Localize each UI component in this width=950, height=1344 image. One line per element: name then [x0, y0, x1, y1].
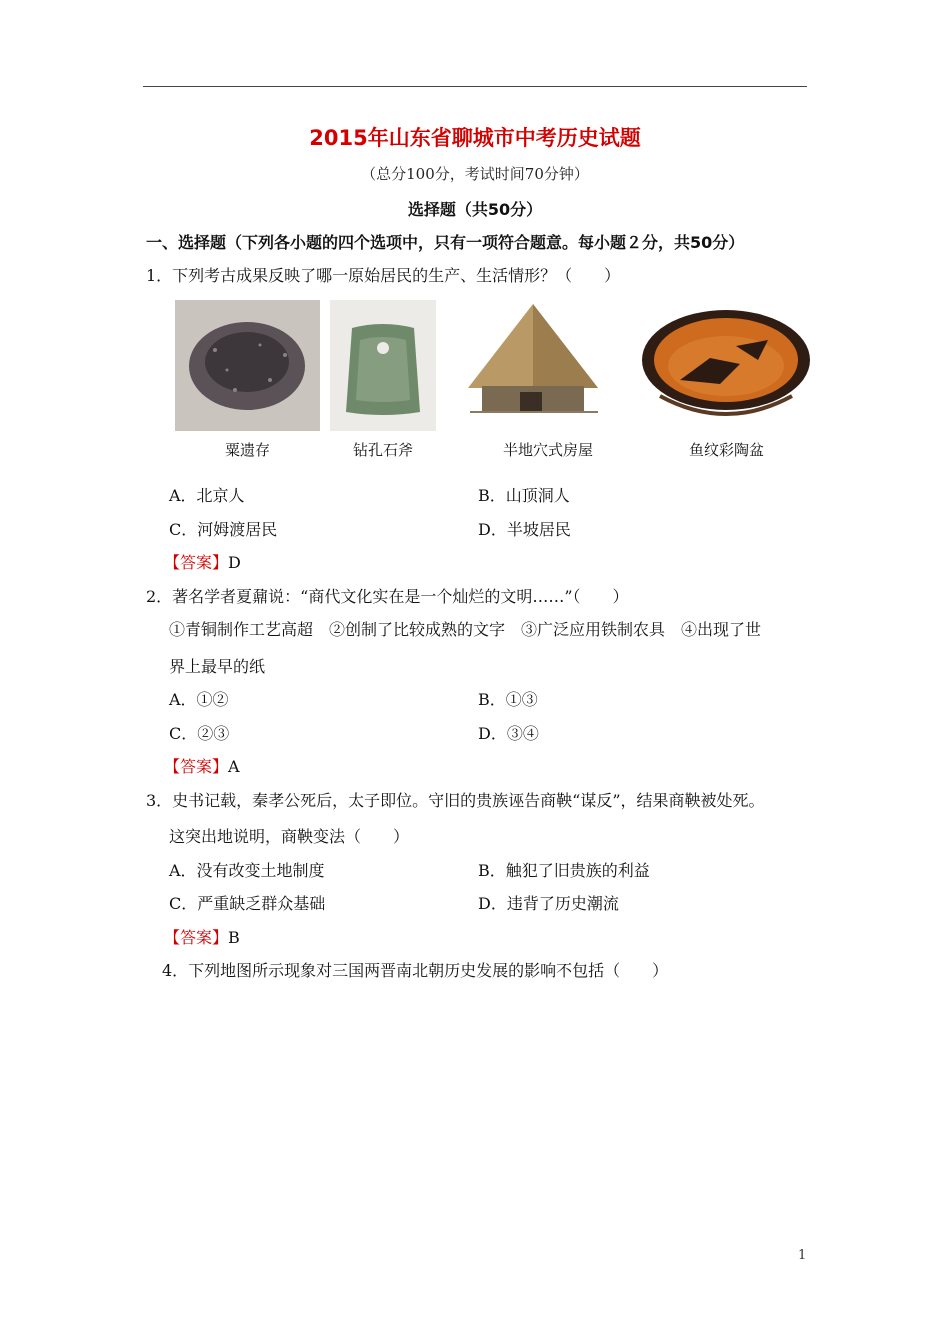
part-heading: 一、选择题（下列各小题的四个选项中，只有一项符合题意。每小题２分，共50分）: [146, 233, 745, 252]
q3-option-c: C．严重缺乏群众基础: [169, 894, 326, 913]
question-2-stem-line3: 界上最早的纸: [169, 657, 266, 676]
millet-grain-icon: [175, 300, 320, 431]
exam-meta: （总分100分，考试时间70分钟）: [361, 165, 589, 183]
question-1-stem: 1．下列考古成果反映了哪一原始居民的生产、生活情形？（ ）: [146, 266, 621, 285]
q2-option-c: C．②③: [169, 724, 230, 743]
question-2-stem-line2: ①青铜制作工艺高超 ②创制了比较成熟的文字 ③广泛应用铁制农具 ④出现了世: [169, 620, 762, 639]
question-3-stem: 3．史书记载，秦孝公死后，太子即位。守旧的贵族诬告商鞅“谋反”，结果商鞅被处死。: [146, 791, 765, 810]
caption-stone-axe: 钻孔石斧: [352, 441, 413, 459]
question-4-stem: 4．下列地图所示现象对三国两晋南北朝历史发展的影响不包括（ ）: [162, 961, 669, 980]
q1-option-c: C．河姆渡居民: [169, 520, 278, 539]
answer-value: D: [228, 553, 241, 572]
q3-option-d: D．违背了历史潮流: [478, 894, 619, 913]
answer-tag: 【答案】: [164, 757, 229, 776]
q2-option-b: B．①③: [478, 690, 538, 709]
q1-option-a: A．北京人: [169, 486, 245, 505]
q3-option-a: A．没有改变土地制度: [169, 861, 325, 880]
stone-axe-icon: [330, 300, 436, 431]
q3-option-b: B．触犯了旧贵族的利益: [478, 861, 650, 880]
page-number: 1: [798, 1248, 807, 1263]
section-heading: 选择题（共50分）: [407, 200, 543, 219]
caption-millet: 粟遗存: [224, 441, 270, 459]
q2-answer: [164, 754, 240, 777]
q3-answer: [164, 925, 240, 948]
page-title: 2015年山东省聊城市中考历史试题: [309, 126, 641, 150]
question-2-stem: 2．著名学者夏鼐说：“商代文化实在是一个灿烂的文明……”（ ）: [146, 587, 629, 606]
answer-value: A: [228, 757, 240, 776]
question-3-stem-line2: 这突出地说明，商鞅变法（ ）: [169, 827, 410, 846]
q1-option-b: B．山顶洞人: [478, 486, 570, 505]
caption-pottery: 鱼纹彩陶盆: [688, 441, 764, 459]
answer-value: B: [228, 928, 240, 947]
header-rule: [143, 86, 807, 87]
caption-hut: 半地穴式房屋: [502, 441, 593, 459]
pottery-basin-icon: [640, 300, 813, 431]
q2-option-a: A．①②: [169, 690, 229, 709]
q1-option-d: D．半坡居民: [478, 520, 571, 539]
q1-answer: [164, 550, 241, 573]
q2-option-d: D．③④: [478, 724, 539, 743]
thatched-hut-icon: [458, 300, 608, 431]
answer-tag: 【答案】: [164, 928, 229, 947]
answer-tag: 【答案】: [164, 553, 229, 572]
